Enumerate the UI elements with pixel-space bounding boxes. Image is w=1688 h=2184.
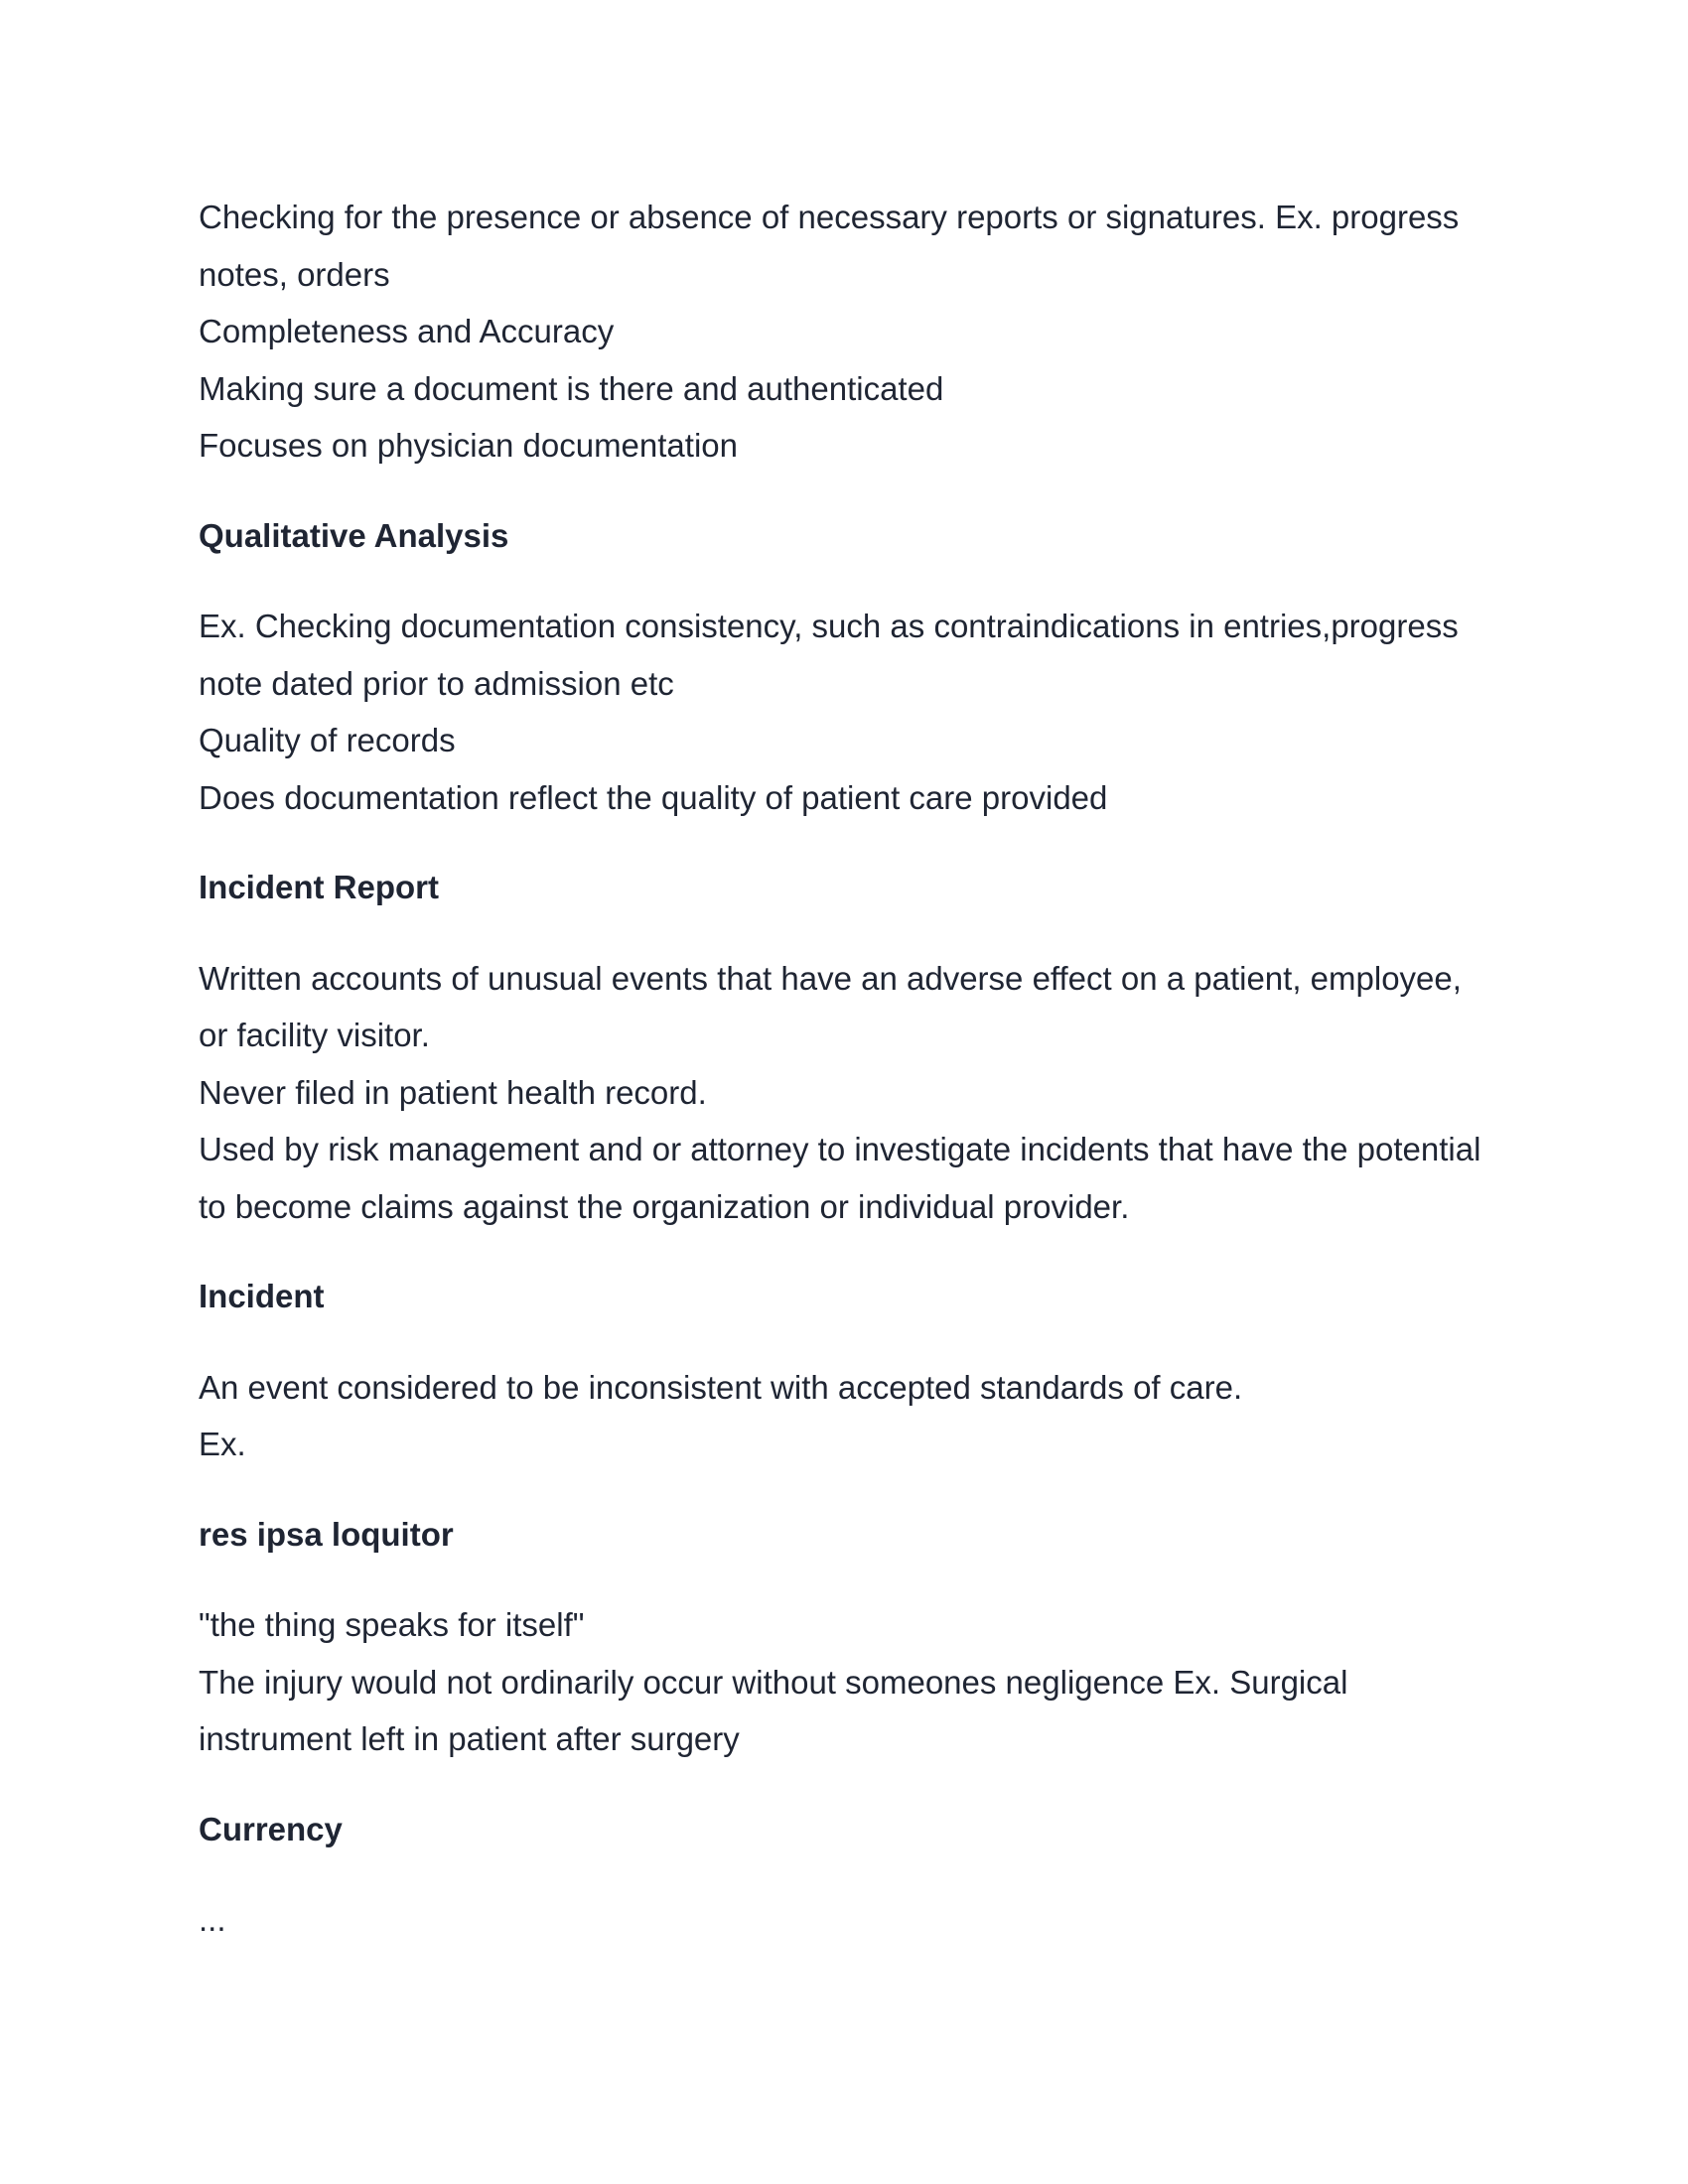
- body-line: Never filed in patient health record.: [199, 1073, 707, 1111]
- intro-line: Focuses on physician documentation: [199, 427, 738, 464]
- intro-line: Checking for the presence or absence of necessary reports or signatures. Ex. progress notes, orders: [199, 199, 1460, 293]
- ellipsis-line: ...: [199, 1901, 226, 1938]
- section-heading-incident-report: Incident Report: [199, 869, 440, 905]
- body-line: Quality of records: [199, 722, 456, 758]
- intro-line: Making sure a document is there and authenticated: [199, 369, 944, 407]
- body-line: Used by risk management and or attorney to investigate incidents that have the potential to become claims against the organization or individual provider.: [199, 1131, 1481, 1225]
- section-heading-incident: Incident: [199, 1278, 325, 1314]
- section-body-qualitative-analysis: [199, 598, 1489, 826]
- section-heading-res-ipsa-loquitor: res ipsa loquitor: [199, 1515, 454, 1553]
- section-heading-currency: Currency: [199, 1810, 343, 1847]
- section-body-res-ipsa-loquitor: [199, 1596, 1489, 1768]
- section-body-incident-report: [199, 950, 1489, 1236]
- body-line: "the thing speaks for itself": [199, 1606, 585, 1643]
- section-body-currency: [199, 1891, 1489, 1949]
- body-line: Does documentation reflect the quality of patient care provided: [199, 778, 1108, 816]
- intro-line: Completeness and Accuracy: [199, 313, 615, 349]
- intro-block: [199, 189, 1489, 475]
- body-line: Written accounts of unusual events that have an adverse effect on a patient, employee, or facility visitor.: [199, 959, 1462, 1053]
- document-page: [199, 189, 1489, 1981]
- body-line: The injury would not ordinarily occur without someones negligence Ex. Surgical instrument left in patient after surgery: [199, 1663, 1348, 1757]
- section-body-incident: [199, 1359, 1489, 1473]
- body-line: An event considered to be inconsistent with accepted standards of care.: [199, 1368, 1243, 1406]
- body-line: Ex. Checking documentation consistency, such as contraindications in entries,progress note dated prior to admission etc: [199, 608, 1459, 702]
- body-line: Ex.: [199, 1426, 246, 1462]
- section-heading-qualitative-analysis: Qualitative Analysis: [199, 516, 509, 554]
